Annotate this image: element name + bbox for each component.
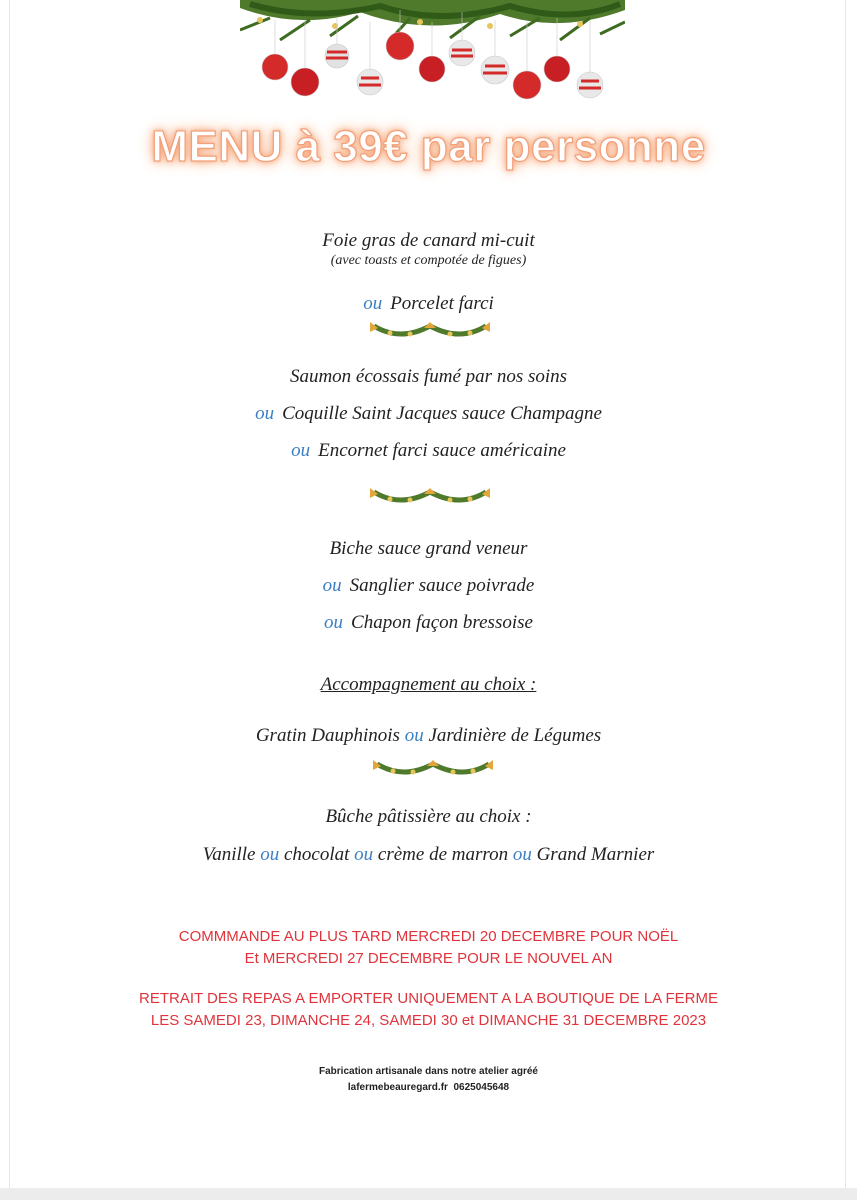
or-label: ou	[363, 293, 383, 314]
dessert-flavors: Vanille ou chocolat ou crème de marron ou Grand Marnier	[202, 844, 655, 865]
dessert-heading: Bûche pâtissière au choix :	[325, 806, 532, 827]
order-deadline-notice: COMMMANDE AU PLUS TARD MERCREDI 20 DECEMBRE POUR NOËL Et MERCREDI 27 DECEMBRE POUR LE NOUVEL AN	[178, 928, 679, 967]
main-course-section	[0, 530, 857, 641]
sides-section	[0, 666, 857, 754]
or-label: ou	[324, 612, 344, 633]
or-label: ou	[291, 440, 311, 461]
garland-divider-3	[373, 758, 493, 782]
footer	[0, 1064, 857, 1096]
starter-section	[0, 222, 857, 322]
main-item-sanglier: ou Sanglier sauce poivrade	[322, 575, 535, 596]
footer-tagline: Fabrication artisanale dans notre atelier agréé	[319, 1066, 538, 1077]
dessert-section	[0, 798, 857, 873]
footer-contact	[0, 1080, 857, 1096]
phone-text: 0625045648	[453, 1082, 510, 1093]
starter-item-porcelet: ou Porcelet farci	[363, 293, 494, 314]
fish-item-saumon: Saumon écossais fumé par nos soins	[289, 366, 568, 387]
or-label: ou	[260, 844, 280, 865]
or-label: ou	[255, 403, 275, 424]
pine-branches	[240, 0, 625, 40]
or-label: ou	[354, 844, 374, 865]
starter-item-foie-gras-note: (avec toasts et compotée de figues)	[330, 253, 527, 268]
christmas-baubles-banner	[240, 0, 625, 110]
fish-item-coquille: ou Coquille Saint Jacques sauce Champagne	[255, 403, 602, 424]
main-item-biche: Biche sauce grand veneur	[329, 538, 528, 559]
pickup-notice: RETRAIT DES REPAS A EMPORTER UNIQUEMENT A LA BOUTIQUE DE LA FERME LES SAMEDI 23, DIMANCHE 24, SAMEDI 30 et DIMANCHE 31 DECEMBRE 2023	[138, 990, 719, 1029]
or-label: ou	[322, 575, 342, 596]
menu-title: MENU à 39€ par personne	[151, 122, 706, 171]
main-item-chapon: ou Chapon façon bressoise	[324, 612, 533, 633]
menu-sheet	[10, 0, 845, 1188]
fish-section	[0, 358, 857, 469]
or-label: ou	[512, 844, 532, 865]
sides-heading: Accompagnement au choix :	[320, 674, 537, 695]
garland-divider-1	[370, 320, 490, 344]
website-text: lafermebeauregard.fr	[347, 1082, 448, 1093]
sides-options: Gratin Dauphinois ou Jardinière de Légumes	[255, 725, 602, 746]
starter-item-foie-gras: Foie gras de canard mi-cuit	[322, 230, 535, 251]
garland-divider-2	[370, 486, 490, 510]
scan-bottom-edge	[0, 1188, 857, 1200]
or-label: ou	[404, 725, 424, 746]
fish-item-encornet: ou Encornet farci sauce américaine	[291, 440, 566, 461]
